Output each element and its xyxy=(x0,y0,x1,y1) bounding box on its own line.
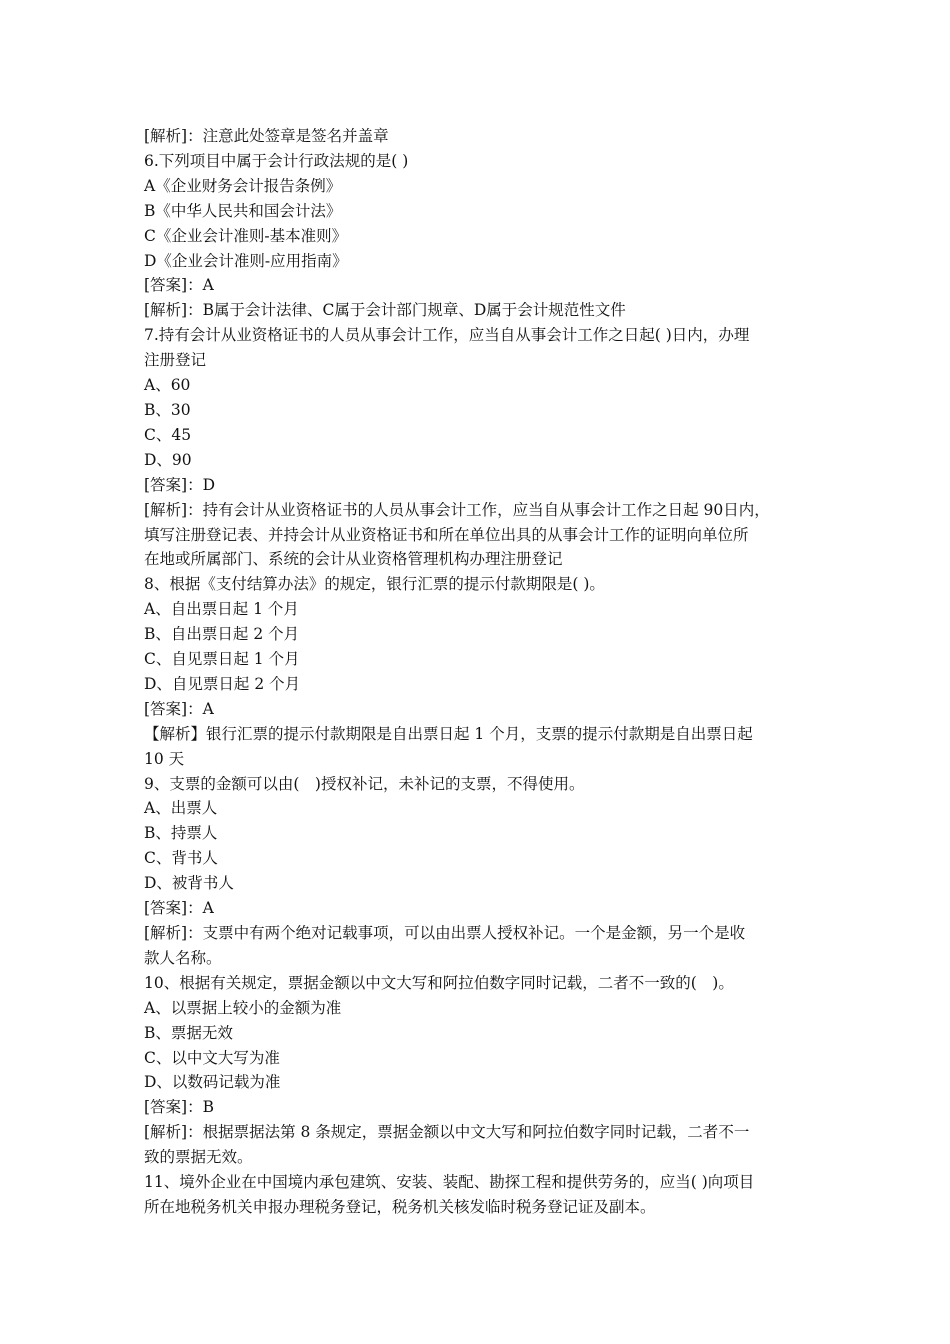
question-9: 9、支票的金额可以由( )授权补记，未补记的支票，不得使用。 xyxy=(144,774,585,793)
analysis-q5: [解析]：注意此处签章是签名并盖章 xyxy=(144,127,389,145)
analysis-q8: 【解析】银行汇票的提示付款期限是自出票日起 1 个月，支票的提示付款期是自出票日起 xyxy=(144,724,753,743)
answer-q6: [答案]：A xyxy=(144,276,214,295)
option-a: A、以票据上较小的金额为准 xyxy=(144,998,342,1017)
option-a: A《企业财务会计报告条例》 xyxy=(144,176,342,195)
analysis-q10-cont: 致的票据无效。 xyxy=(144,1148,253,1167)
answer-q10: [答案]：B xyxy=(144,1098,214,1117)
option-b: B、票据无效 xyxy=(144,1023,233,1042)
analysis-q10: [解析]：根据票据法第 8 条规定，票据金额以中文大写和阿拉伯数字同时记载，二者不一 xyxy=(144,1123,750,1142)
answer-q7: [答案]：D xyxy=(144,475,216,494)
analysis-q7-cont: 在地或所属部门、系统的会计从业资格管理机构办理注册登记 xyxy=(144,550,563,569)
question-8: 8、根据《支付结算办法》的规定，银行汇票的提示付款期限是( )。 xyxy=(144,575,605,594)
option-c: C、背书人 xyxy=(144,849,218,868)
option-b: B《中华人民共和国会计法》 xyxy=(144,201,342,220)
question-7-cont: 注册登记 xyxy=(144,351,207,370)
analysis-q9-cont: 款人名称。 xyxy=(144,948,222,967)
document-page xyxy=(144,124,814,1220)
option-d: D《企业会计准则-应用指南》 xyxy=(144,251,348,270)
option-c: C、自见票日起 1 个月 xyxy=(144,650,300,669)
question-11-cont: 所在地税务机关申报办理税务登记，税务机关核发临时税务登记证及副本。 xyxy=(144,1197,656,1216)
option-c: C《企业会计准则-基本准则》 xyxy=(144,226,348,245)
question-7: 7.持有会计从业资格证书的人员从事会计工作，应当自从事会计工作之日起( )日内，办理 xyxy=(144,326,750,345)
option-d: D、90 xyxy=(144,450,192,469)
analysis-q8-cont: 10 天 xyxy=(144,749,185,768)
option-c: C、以中文大写为准 xyxy=(144,1048,280,1067)
option-d: D、自见票日起 2 个月 xyxy=(144,674,301,693)
option-a: A、出票人 xyxy=(144,799,218,818)
answer-q8: [答案]：A xyxy=(144,699,214,718)
option-c: C、45 xyxy=(144,425,192,444)
analysis-q9: [解析]：支票中有两个绝对记载事项，可以由出票人授权补记。一个是金额，另一个是收 xyxy=(144,924,746,942)
analysis-q7-cont: 填写注册登记表、并持会计从业资格证书和所在单位出具的从事会计工作的证明向单位所 xyxy=(144,525,749,544)
option-b: B、30 xyxy=(144,400,191,419)
question-10: 10、根据有关规定，票据金额以中文大写和阿拉伯数字同时记载，二者不一致的( )。 xyxy=(144,973,734,992)
question-6: 6.下列项目中属于会计行政法规的是( ) xyxy=(144,151,409,170)
option-d: D、以数码记载为准 xyxy=(144,1073,281,1092)
option-b: B、持票人 xyxy=(144,824,218,843)
option-d: D、被背书人 xyxy=(144,874,234,893)
option-a: A、60 xyxy=(144,376,191,395)
question-11: 11、境外企业在中国境内承包建筑、安装、装配、勘探工程和提供劳务的，应当( )向项目 xyxy=(144,1173,755,1192)
option-a: A、自出票日起 1 个月 xyxy=(144,600,299,619)
option-b: B、自出票日起 2 个月 xyxy=(144,625,300,644)
answer-q9: [答案]：A xyxy=(144,899,214,918)
analysis-q6: [解析]：B属于会计法律、C属于会计部门规章、D属于会计规范性文件 xyxy=(144,301,626,320)
analysis-q7: [解析]：持有会计从业资格证书的人员从事会计工作，应当自从事会计工作之日起 90日内， xyxy=(144,500,770,519)
